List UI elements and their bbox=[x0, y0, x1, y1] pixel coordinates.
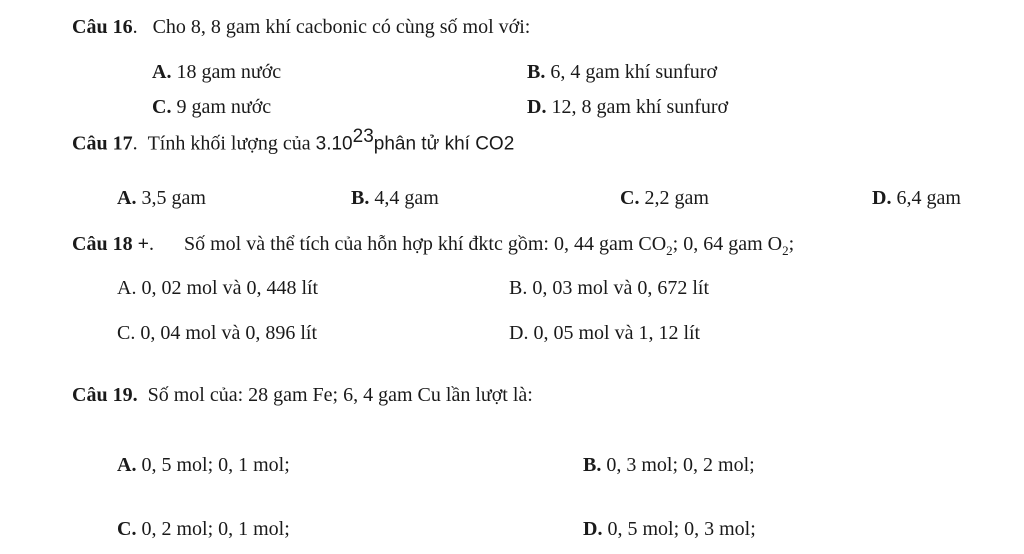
option-label: B. bbox=[527, 61, 546, 83]
option-text: 0, 05 mol và 1, 12 lít bbox=[533, 322, 701, 344]
question-16-label: Câu 16 bbox=[72, 16, 133, 38]
option-label: D. bbox=[509, 322, 529, 344]
question-17-option-d bbox=[872, 185, 961, 211]
option-text: 18 gam nước bbox=[176, 61, 282, 83]
question-19-option-d bbox=[583, 516, 756, 542]
option-label: D. bbox=[527, 96, 547, 118]
question-18-stem bbox=[72, 231, 794, 264]
option-text: 3,5 gam bbox=[141, 187, 206, 209]
question-18-subscript-2: 2 bbox=[782, 243, 789, 258]
option-text: 6, 4 gam khí sunfurơ bbox=[550, 61, 718, 83]
option-label: A. bbox=[117, 187, 137, 209]
question-17-sep: . bbox=[132, 132, 138, 155]
option-label: B. bbox=[509, 277, 528, 299]
question-18-sep: . bbox=[148, 233, 154, 255]
option-label: C. bbox=[620, 187, 640, 209]
question-19-option-b bbox=[583, 452, 755, 478]
question-16-sep: . bbox=[132, 16, 138, 38]
question-19-text: Số mol của: 28 gam Fe; 6, 4 gam Cu lần lượt là: bbox=[147, 384, 533, 406]
option-text: 9 gam nước bbox=[176, 96, 272, 118]
question-18-option-c bbox=[117, 320, 317, 346]
question-17-stem bbox=[72, 124, 514, 158]
question-18-label: Câu 18 + bbox=[72, 233, 149, 255]
option-label: A. bbox=[152, 61, 172, 83]
question-19-stem bbox=[72, 382, 533, 408]
option-text: 6,4 gam bbox=[896, 187, 961, 209]
question-16-option-d bbox=[527, 94, 728, 120]
question-16-stem bbox=[72, 14, 530, 40]
option-text: 0, 03 mol và 0, 672 lít bbox=[532, 277, 710, 299]
question-17-option-c bbox=[620, 185, 709, 211]
question-18-text-mid: ; 0, 64 gam O bbox=[672, 233, 783, 255]
question-19-option-a bbox=[117, 452, 290, 478]
option-label: D. bbox=[583, 518, 603, 540]
question-16-option-a bbox=[152, 59, 281, 85]
option-label: C. bbox=[152, 96, 172, 118]
option-text: 4,4 gam bbox=[374, 187, 439, 209]
question-18-subscript-1: 2 bbox=[666, 243, 673, 258]
question-17-text-pre: Tính khối lượng của bbox=[147, 132, 316, 155]
question-18-option-b bbox=[509, 275, 709, 301]
option-label: A. bbox=[117, 277, 137, 299]
question-17-number: 3.10 bbox=[315, 133, 353, 155]
option-text: 0, 02 mol và 0, 448 lít bbox=[141, 277, 319, 299]
option-text: 0, 2 mol; 0, 1 mol; bbox=[141, 518, 290, 540]
option-label: B. bbox=[351, 187, 370, 209]
question-17-option-a bbox=[117, 185, 206, 211]
question-17-option-b bbox=[351, 185, 439, 211]
question-16-text: Cho 8, 8 gam khí cacbonic có cùng số mol với: bbox=[152, 16, 531, 38]
question-16-option-c bbox=[152, 94, 271, 120]
option-label: C. bbox=[117, 322, 136, 344]
option-text: 0, 04 mol và 0, 896 lít bbox=[140, 322, 318, 344]
option-label: B. bbox=[583, 454, 602, 476]
option-label: D. bbox=[872, 187, 892, 209]
question-19-label: Câu 19. bbox=[72, 384, 138, 406]
question-18-option-d bbox=[509, 320, 700, 346]
option-label: C. bbox=[117, 518, 137, 540]
question-19-option-c bbox=[117, 516, 290, 542]
option-text: 12, 8 gam khí sunfurơ bbox=[551, 96, 729, 118]
option-label: A. bbox=[117, 454, 137, 476]
question-17-label: Câu 17 bbox=[72, 132, 133, 155]
option-text: 0, 3 mol; 0, 2 mol; bbox=[606, 454, 755, 476]
option-text: 0, 5 mol; 0, 1 mol; bbox=[141, 454, 290, 476]
question-17-text-post: phân tử khí CO2 bbox=[373, 133, 515, 155]
question-18-text-pre: Số mol và thể tích của hỗn hợp khí đktc gồm: 0, 44 gam CO bbox=[183, 233, 667, 255]
question-18-text-post: ; bbox=[788, 233, 795, 255]
question-17-exponent: 23 bbox=[352, 126, 374, 147]
option-text: 2,2 gam bbox=[644, 187, 709, 209]
question-16-option-b bbox=[527, 59, 717, 85]
question-18-option-a bbox=[117, 275, 318, 301]
option-text: 0, 5 mol; 0, 3 mol; bbox=[607, 518, 756, 540]
